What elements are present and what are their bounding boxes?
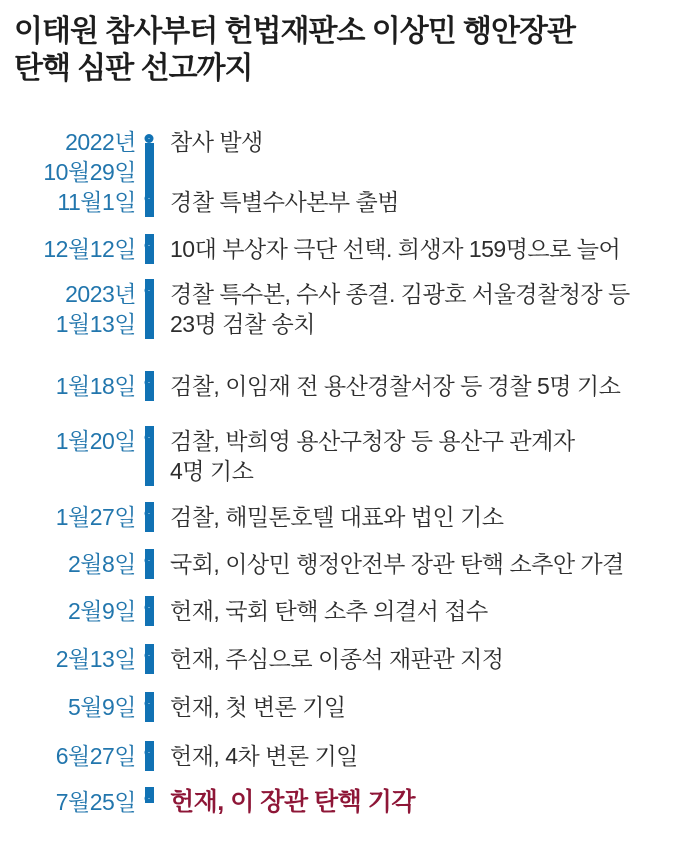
event-date [0,371,136,401]
event-date-line: 2월9일 [67,598,136,624]
event-date-line: 12월12일 [43,236,136,262]
event-text [170,187,403,217]
event-text-line: 23명 검찰 송치 [170,311,315,337]
event-text [170,692,350,722]
event-date-line: 6월27일 [55,743,136,769]
timeline-marker [136,127,162,187]
timeline-row [0,692,680,741]
event-text-line: 검찰, 이임재 전 용산경찰서장 등 경찰 5명 기소 [170,373,621,399]
event-text-line: 헌재, 4차 변론 기일 [170,743,358,769]
timeline-marker [136,644,162,674]
timeline-row [0,502,680,549]
event-text [170,279,634,339]
timeline-dot-icon [145,748,154,757]
event-text [170,596,492,626]
timeline-line-segment [145,143,154,187]
page-title [0,13,680,87]
timeline [0,127,680,817]
event-text-line: 헌재, 주심으로 이종석 재판관 지정 [170,646,504,672]
timeline-row [0,187,680,234]
timeline-marker [136,234,162,264]
event-text-line: 헌재, 첫 변론 기일 [170,694,346,720]
event-date [0,279,136,339]
timeline-marker [136,692,162,722]
event-text [170,644,508,674]
timeline-dot-icon [145,699,154,708]
event-date-line: 2월8일 [67,551,136,577]
event-text-line: 참사 발생 [170,129,263,155]
event-text-line: 국회, 이상민 행정안전부 장관 탄핵 소추안 가결 [170,551,624,577]
timeline-marker [136,741,162,771]
event-text [170,127,267,187]
event-text-line: 경찰 특별수사본부 출범 [170,189,399,215]
event-date [0,644,136,674]
page-title-line-2: 탄핵 심판 선고까지 [14,52,253,85]
event-date-line: 5월9일 [67,694,136,720]
event-text [170,426,579,486]
event-text-line: 경찰 특수본, 수사 종결. 김광호 서울경찰청장 등 [170,281,630,307]
event-date-line: 2023년 [65,281,136,307]
event-text-line: 4명 기소 [170,458,254,484]
event-date [0,549,136,579]
timeline-row [0,787,680,817]
event-text [170,787,419,817]
event-text [170,549,628,579]
timeline-row [0,644,680,692]
timeline-row [0,371,680,426]
timeline-marker [136,187,162,217]
event-date-line: 7월25일 [55,789,136,815]
event-date [0,692,136,722]
event-date [0,502,136,532]
event-date [0,596,136,626]
event-date-line: 10월29일 [43,159,136,185]
timeline-dot-icon [145,241,154,250]
timeline-row [0,596,680,644]
timeline-marker [136,502,162,532]
timeline-dot-icon [145,651,154,660]
event-date [0,127,136,187]
event-text-line: 헌재, 이 장관 탄핵 기각 [170,788,416,816]
event-date [0,234,136,264]
event-text-line: 검찰, 박희영 용산구청장 등 용산구 관계자 [170,428,575,454]
event-text-line: 헌재, 국회 탄핵 소추 의결서 접수 [170,598,488,624]
event-date [0,741,136,771]
event-date-line: 1월13일 [55,311,136,337]
timeline-row [0,279,680,371]
timeline-marker [136,549,162,579]
event-date-line: 2월13일 [55,646,136,672]
timeline-row [0,549,680,596]
timeline-marker [136,787,162,817]
event-text-line: 검찰, 해밀톤호텔 대표와 법인 기소 [170,504,504,530]
event-date [0,426,136,486]
timeline-dot-icon [145,134,154,143]
event-text [170,371,624,401]
timeline-dot-icon [145,509,154,518]
timeline-row [0,426,680,502]
event-date-line: 1월27일 [55,504,136,530]
event-date-line: 11월1일 [57,189,136,215]
event-date-line: 1월20일 [55,428,136,454]
timeline-row [0,127,680,187]
timeline-dot-icon [145,286,154,295]
event-date [0,787,136,817]
timeline-dot-icon [145,556,154,565]
event-date [0,187,136,217]
event-text [170,502,508,532]
event-text [170,741,362,771]
timeline-dot-icon [145,378,154,387]
timeline-row [0,234,680,279]
timeline-marker [136,279,162,339]
timeline-dot-icon [145,433,154,442]
event-date-line: 1월18일 [55,373,136,399]
event-date-line: 2022년 [65,129,136,155]
timeline-marker [136,596,162,626]
timeline-row [0,741,680,787]
timeline-dot-icon [145,194,154,203]
event-text [170,234,624,264]
event-text-line: 10대 부상자 극단 선택. 희생자 159명으로 늘어 [170,236,621,262]
timeline-marker [136,371,162,401]
timeline-dot-icon [145,794,154,803]
page-title-line-1: 이태원 참사부터 헌법재판소 이상민 행안장관 [14,15,575,48]
timeline-marker [136,426,162,486]
timeline-dot-icon [145,603,154,612]
